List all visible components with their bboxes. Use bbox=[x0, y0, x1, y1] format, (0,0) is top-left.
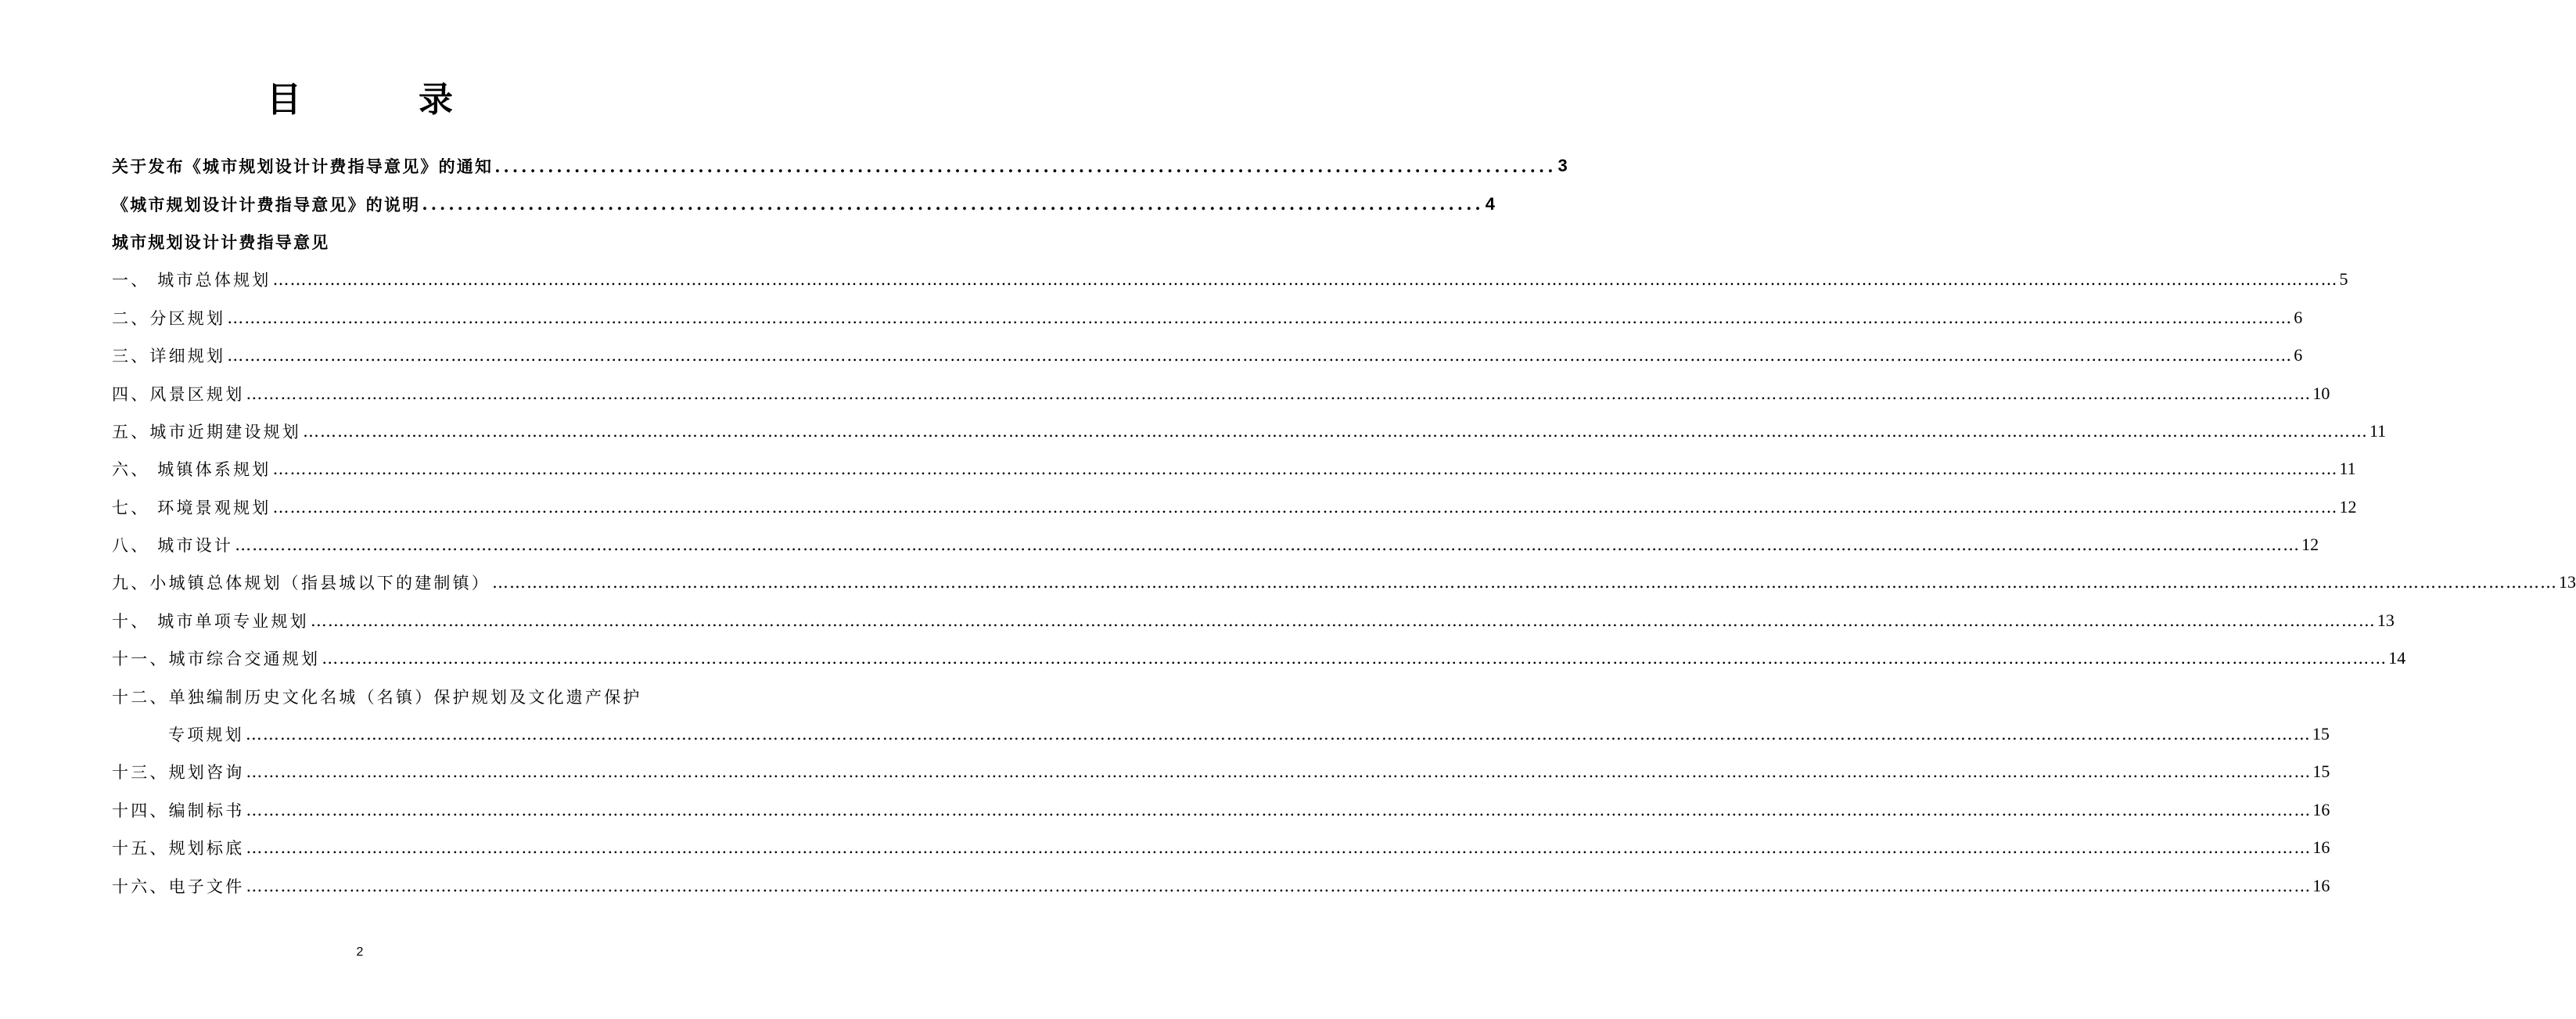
toc-leader-dots: ……………………………………………………………………………………………………………………………………………………………………………………………………………………………………………………………………………………………………………………………… bbox=[492, 573, 2557, 592]
toc-entry-text: 九、小城镇总体规划（指县城以下的建制镇） bbox=[112, 574, 490, 593]
toc-entry[interactable] bbox=[112, 715, 2330, 753]
toc-entry-page: 16 bbox=[2312, 875, 2330, 895]
toc-entry-page: 14 bbox=[2388, 648, 2406, 668]
toc-entry-text: 十四、编制标书 bbox=[112, 801, 245, 820]
toc-entry[interactable] bbox=[112, 412, 2387, 450]
toc-entry-page: 6 bbox=[2294, 345, 2303, 365]
toc-entry-page: 5 bbox=[2339, 269, 2348, 290]
toc-entry[interactable] bbox=[112, 677, 653, 715]
toc-entry-page: 13 bbox=[2559, 572, 2576, 592]
toc-entry[interactable] bbox=[112, 374, 2330, 412]
toc-entry-text: 十六、电子文件 bbox=[112, 877, 245, 896]
toc-entry-text: 十一、城市综合交通规划 bbox=[112, 650, 321, 669]
toc-entry[interactable] bbox=[112, 866, 2330, 904]
toc-entry-page: 3 bbox=[1557, 156, 1568, 176]
toc-entry[interactable] bbox=[112, 829, 2330, 866]
toc-leader-dots: ........................................................................................................................ bbox=[494, 156, 1557, 176]
toc-leader-dots: ……………………………………………………………………………………………………………………………………………………………………………………………………………………………………………………………………………………………………………………………… bbox=[227, 346, 2293, 365]
toc-entry[interactable] bbox=[112, 261, 2348, 298]
toc-leader-dots: ……………………………………………………………………………………………………………………………………………………………………………………………………………………………………………………………………………………………………………………………… bbox=[246, 838, 2312, 858]
toc-entry-text: 专项规划 bbox=[168, 726, 244, 745]
toc-leader-dots: ……………………………………………………………………………………………………………………………………………………………………………………………………………………………………………………………………………………………………………………………… bbox=[246, 762, 2312, 782]
toc-entry[interactable] bbox=[112, 450, 2356, 488]
toc-entry-page: 16 bbox=[2312, 799, 2330, 819]
toc-entry[interactable] bbox=[112, 299, 2303, 337]
toc-entry-text: 六、 城镇体系规划 bbox=[112, 460, 271, 480]
toc-entry[interactable] bbox=[112, 526, 2319, 564]
toc-entry-text: 三、详细规划 bbox=[112, 347, 226, 366]
page-number: 2 bbox=[356, 945, 364, 959]
toc-entry-text: 十五、规划标底 bbox=[112, 839, 245, 859]
table-of-contents bbox=[112, 147, 2576, 905]
toc-entry-text: 八、 城市设计 bbox=[112, 536, 234, 556]
toc-entry[interactable] bbox=[112, 564, 2576, 601]
toc-title bbox=[0, 78, 720, 122]
toc-entry-text: 二、分区规划 bbox=[112, 308, 226, 328]
toc-entry-page: 16 bbox=[2312, 837, 2330, 858]
toc-entry[interactable] bbox=[112, 602, 2395, 639]
toc-entry[interactable] bbox=[112, 147, 1568, 185]
toc-leader-dots: ……………………………………………………………………………………………………………………………………………………………………………………………………………………………………………………………………………………………………………………………… bbox=[272, 497, 2338, 517]
toc-entry-text: 十三、规划咨询 bbox=[112, 763, 245, 783]
toc-leader-dots: ……………………………………………………………………………………………………………………………………………………………………………………………………………………………………………………………………………………………………………………………… bbox=[303, 421, 2368, 441]
toc-leader-dots: ……………………………………………………………………………………………………………………………………………………………………………………………………………………………………………………………………………………………………………………………… bbox=[246, 383, 2312, 403]
toc-entry[interactable] bbox=[112, 753, 2330, 790]
toc-entry-page: 12 bbox=[2339, 496, 2357, 517]
toc-entry-text: 《城市规划设计计费指导意见》的说明 bbox=[112, 195, 421, 214]
toc-entry-page: 13 bbox=[2377, 610, 2395, 630]
toc-leader-dots: ……………………………………………………………………………………………………………………………………………………………………………………………………………………………………………………………………………………………………………………………… bbox=[310, 610, 2376, 630]
toc-entry-page: 15 bbox=[2312, 724, 2330, 744]
toc-entry[interactable] bbox=[112, 488, 2357, 526]
toc-title-left: 目 bbox=[267, 80, 301, 120]
toc-leader-dots: ……………………………………………………………………………………………………………………………………………………………………………………………………………………………………………………………………………………………………………………………… bbox=[235, 535, 2301, 555]
toc-leader-dots: ……………………………………………………………………………………………………………………………………………………………………………………………………………………………………………………………………………………………………………………………… bbox=[272, 270, 2338, 290]
toc-entry-text: 十、 城市单项专业规划 bbox=[112, 611, 309, 631]
toc-entry-text: 城市规划设计计费指导意见 bbox=[112, 232, 330, 252]
toc-entry[interactable] bbox=[112, 791, 2330, 829]
toc-leader-dots: ……………………………………………………………………………………………………………………………………………………………………………………………………………………………………………………………………………………………………………………………… bbox=[272, 459, 2338, 479]
toc-leader-dots: ……………………………………………………………………………………………………………………………………………………………………………………………………………………………………………………………………………………………………………………………… bbox=[246, 800, 2312, 819]
toc-entry-page: 15 bbox=[2312, 762, 2330, 782]
toc-entry-page: 11 bbox=[2369, 420, 2387, 441]
toc-entry-text: 五、城市近期建设规划 bbox=[112, 422, 301, 441]
toc-leader-dots: ……………………………………………………………………………………………………………………………………………………………………………………………………………………………………………………………………………………………………………………………… bbox=[322, 649, 2387, 668]
toc-entry-text: 十二、单独编制历史文化名城（名镇）保护规划及文化遗产保护 bbox=[112, 687, 642, 707]
toc-entry-text: 四、风景区规划 bbox=[112, 384, 245, 404]
toc-entry-page: 4 bbox=[1485, 193, 1495, 214]
toc-entry-text: 一、 城市总体规划 bbox=[112, 271, 271, 290]
toc-entry[interactable] bbox=[112, 337, 2303, 374]
toc-entry[interactable] bbox=[112, 223, 653, 261]
toc-leader-dots: ……………………………………………………………………………………………………………………………………………………………………………………………………………………………………………………………………………………………………………………………… bbox=[227, 308, 2293, 327]
toc-entry[interactable] bbox=[112, 639, 2406, 677]
toc-leader-dots: ……………………………………………………………………………………………………………………………………………………………………………………………………………………………………………………………………………………………………………………………… bbox=[246, 876, 2312, 895]
toc-entry-page: 10 bbox=[2312, 383, 2330, 403]
toc-entry[interactable] bbox=[112, 185, 1495, 222]
toc-entry-text: 关于发布《城市规划设计计费指导意见》的通知 bbox=[112, 157, 494, 177]
toc-entry-page: 11 bbox=[2339, 459, 2356, 479]
toc-entry-text: 七、 环境景观规划 bbox=[112, 498, 271, 517]
toc-entry-page: 12 bbox=[2301, 535, 2319, 555]
toc-leader-dots: ……………………………………………………………………………………………………………………………………………………………………………………………………………………………………………………………………………………………………………………………… bbox=[245, 725, 2311, 744]
toc-leader-dots: ........................................................................................................................ bbox=[422, 194, 1484, 214]
toc-entry-page: 6 bbox=[2294, 307, 2303, 327]
toc-title-right: 录 bbox=[419, 80, 453, 120]
